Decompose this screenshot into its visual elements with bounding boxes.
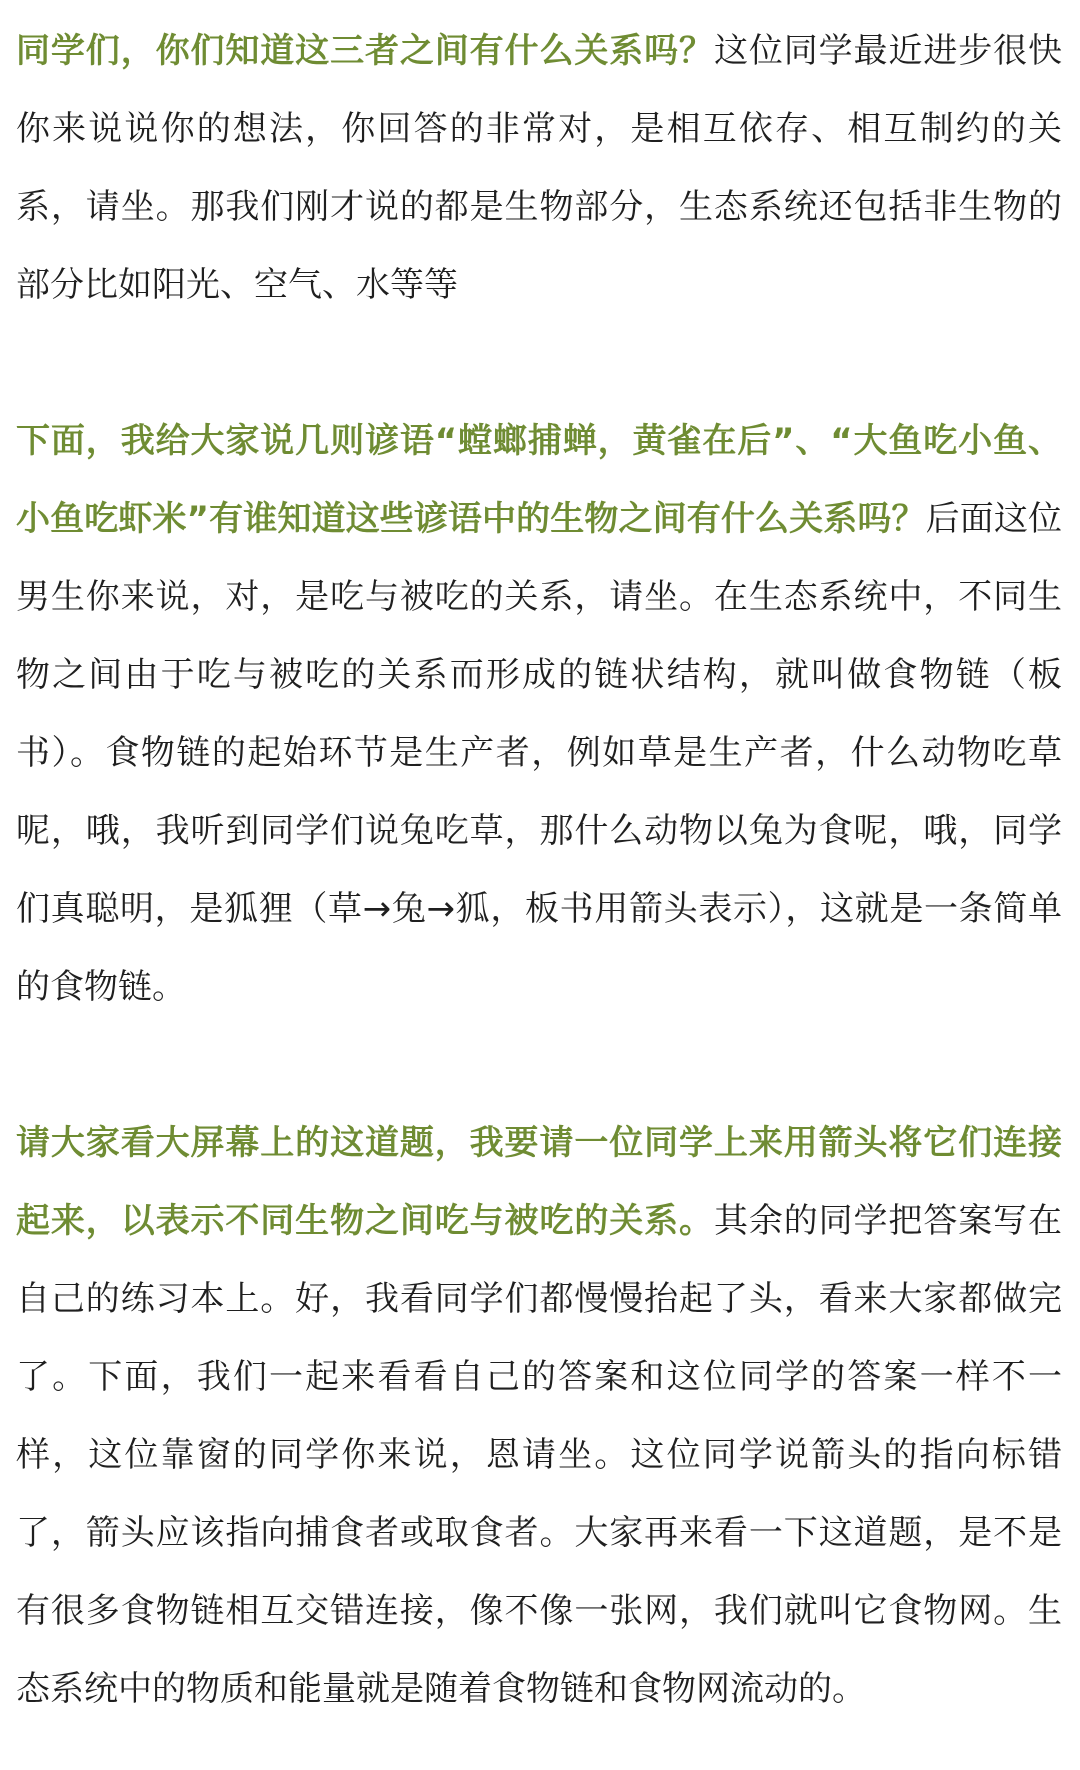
paragraph-3 bbox=[16, 1104, 1062, 1728]
paragraph-2 bbox=[16, 402, 1062, 1026]
article-body bbox=[16, 12, 1062, 1728]
paragraph-1 bbox=[16, 12, 1062, 324]
paragraph-2-text: 后面这位男生你来说，对，是吃与被吃的关系，请坐。在生态系统中，不同生物之间由于吃与被吃的关系而形成的链状结构，就叫做食物链（板书）。食物链的起始环节是生产者，例如草是生产者，什么动物吃草呢，哦，我听到同学们说兔吃草，那什么动物以兔为食呢，哦，同学们真聪明，是狐狸（草→兔→狐，板书用箭头表示），这就是一条简单的食物链。 bbox=[16, 499, 1063, 1007]
paragraph-1-question: 同学们，你们知道这三者之间有什么关系吗？ bbox=[16, 31, 714, 71]
paragraph-3-text: 其余的同学把答案写在自己的练习本上。好，我看同学们都慢慢抬起了头，看来大家都做完了。下面，我们一起来看看自己的答案和这位同学的答案一样不一样，这位靠窗的同学你来说，恩请坐。这位同学说箭头的指向标错了，箭头应该指向捕食者或取食者。大家再来看一下这道题，是不是有很多食物链相互交错连接，像不像一张网，我们就叫它食物网。生态系统中的物质和能量就是随着食物链和食物网流动的。 bbox=[16, 1201, 1063, 1709]
paragraph-1-text: 这位同学最近进步很快你来说说你的想法，你回答的非常对，是相互依存、相互制约的关系，请坐。那我们刚才说的都是生物部分，生态系统还包括非生物的部分比如阳光、空气、水等等 bbox=[16, 31, 1063, 305]
paragraph-2-question: 下面，我给大家说几则谚语“螳螂捕蝉，黄雀在后”、“大鱼吃小鱼、小鱼吃虾米”有谁知道这些谚语中的生物之间有什么关系吗？ bbox=[16, 421, 1062, 539]
paragraph-3-instruction: 请大家看大屏幕上的这道题，我要请一位同学上来用箭头将它们连接起来，以表示不同生物之间吃与被吃的关系。 bbox=[16, 1123, 1062, 1241]
